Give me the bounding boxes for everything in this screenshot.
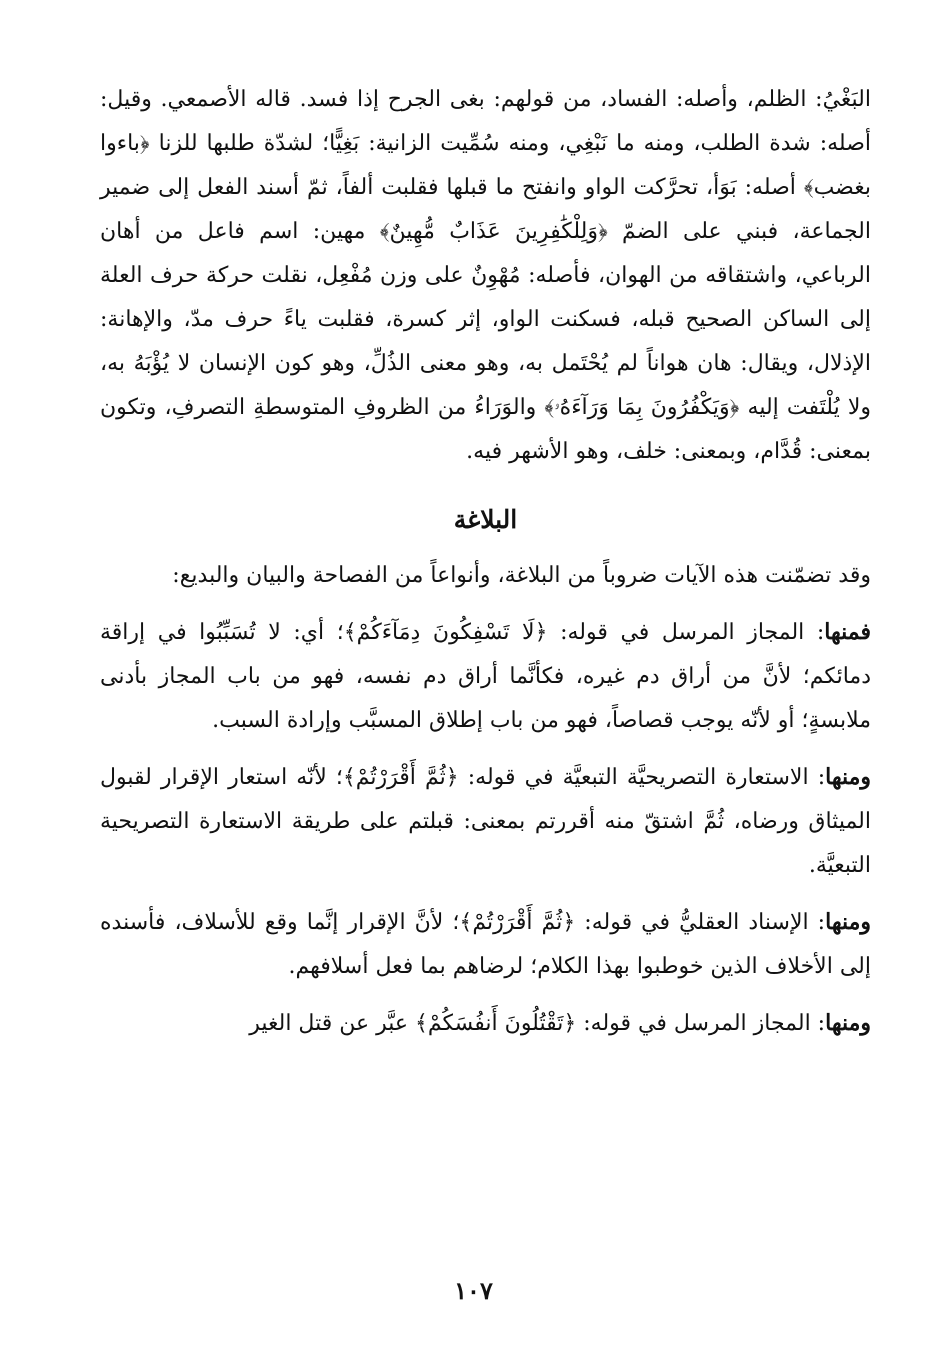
glossary-paragraph: البَغْيُ: الظلم، وأصله: الفساد، من قولهم: بغى الجرح إذا فسد. قاله الأصمعي. وقيل: أصله: شدة الطلب، ومنه ما نَبْغِي، ومنه سُمِّيت الزانية: بَغِيًّا؛ لشدّة طلبها للزنا ﴿باءوا بغضب﴾ أصله: بَوَأ، تحرَّكت الواو وانفتح ما قبلها فقلبت ألفاً، ثمّ أسند الفعل إلى ضمير الجماعة، فبني على الضمّ ﴿وَلِلْكَٰفِرِينَ عَذَابٌ مُّهِينٌ﴾ مهين: اسم فاعل من أهان الرباعي، واشتقاقه من الهوان، فأصله: مُهْوِنٌ على وزن مُفْعِل، نقلت حركة حرف العلة إلى الساكن الصحيح قبله، فسكنت الواو، إثر كسرة، فقلبت ياءً حرف مدّ، والإهانة: الإذلال، ويقال: هان هواناً لم يُحْتَمل به، وهو معنى الذُلِّ، وهو كون الإنسان لا يُؤْبَهُ به، ولا يُلْتَفت إليه ﴿وَيَكْفُرُونَ بِمَا وَرَآءَهُۥ﴾ والوَرَاءُ من الظروفِ المتوسطةِ التصرفِ، وتكون بمعنى: قُدَّام، وبمعنى: خلف، وهو الأشهر فيه. (100, 87, 871, 464)
item-lead: ومنها (825, 1010, 871, 1036)
page-number: ١٠٧ (454, 1276, 493, 1305)
rhetoric-item (100, 755, 871, 888)
intro-paragraph: وقد تضمّنت هذه الآيات ضروباً من البلاغة، وأنواعاً من الفصاحة والبيان والبديع: (172, 563, 871, 588)
item-lead: ومنها (825, 909, 871, 935)
item-text: : الاستعارة التصريحيَّة التبعيَّة في قوله: ﴿ثُمَّ أَقْرَرْتُمْ﴾؛ لأنّه استعار الإقرار لقبول الميثاق ورضاه، ثُمَّ اشتقّ منه أقررتم بمعنى: قبلتم على طريقة الاستعارة التصريحية التبعيَّة. (100, 765, 871, 878)
item-lead: فمنها (824, 619, 871, 645)
item-text: : المجاز المرسل في قوله: ﴿لَا تَسْفِكُونَ دِمَآءَكُمْ﴾؛ أي: لا تُسَبِّبُوا في إراقة دمائكم؛ لأنَّ من أراق دم غيره، فكأنَّما أراق دم نفسه، فهو من باب المجاز بأدنى ملابسةٍ؛ أو لأنّه يوجب قصاصاً، فهو من باب إطلاق المسبَّب وإرادة السبب. (100, 620, 871, 733)
section-heading: البلاغة (453, 505, 518, 534)
rhetoric-item (100, 610, 871, 743)
rhetoric-item (100, 1001, 871, 1046)
item-text: : الإسناد العقليُّ في قوله: ﴿ثُمَّ أَقْرَرْتُمْ﴾؛ لأنَّ الإقرار إنَّما وقع للأسلاف، فأسنده إلى الأخلاف الذين خوطبوا بهذا الكلام؛ لرضاهم بما فعل أسلافهم. (100, 910, 871, 979)
item-text: : المجاز المرسل في قوله: ﴿تَقْتُلُونَ أَنفُسَكُمْ﴾ عبَّر عن قتل الغير (249, 1011, 826, 1036)
item-lead: ومنها (825, 764, 871, 790)
rhetoric-item (100, 900, 871, 989)
